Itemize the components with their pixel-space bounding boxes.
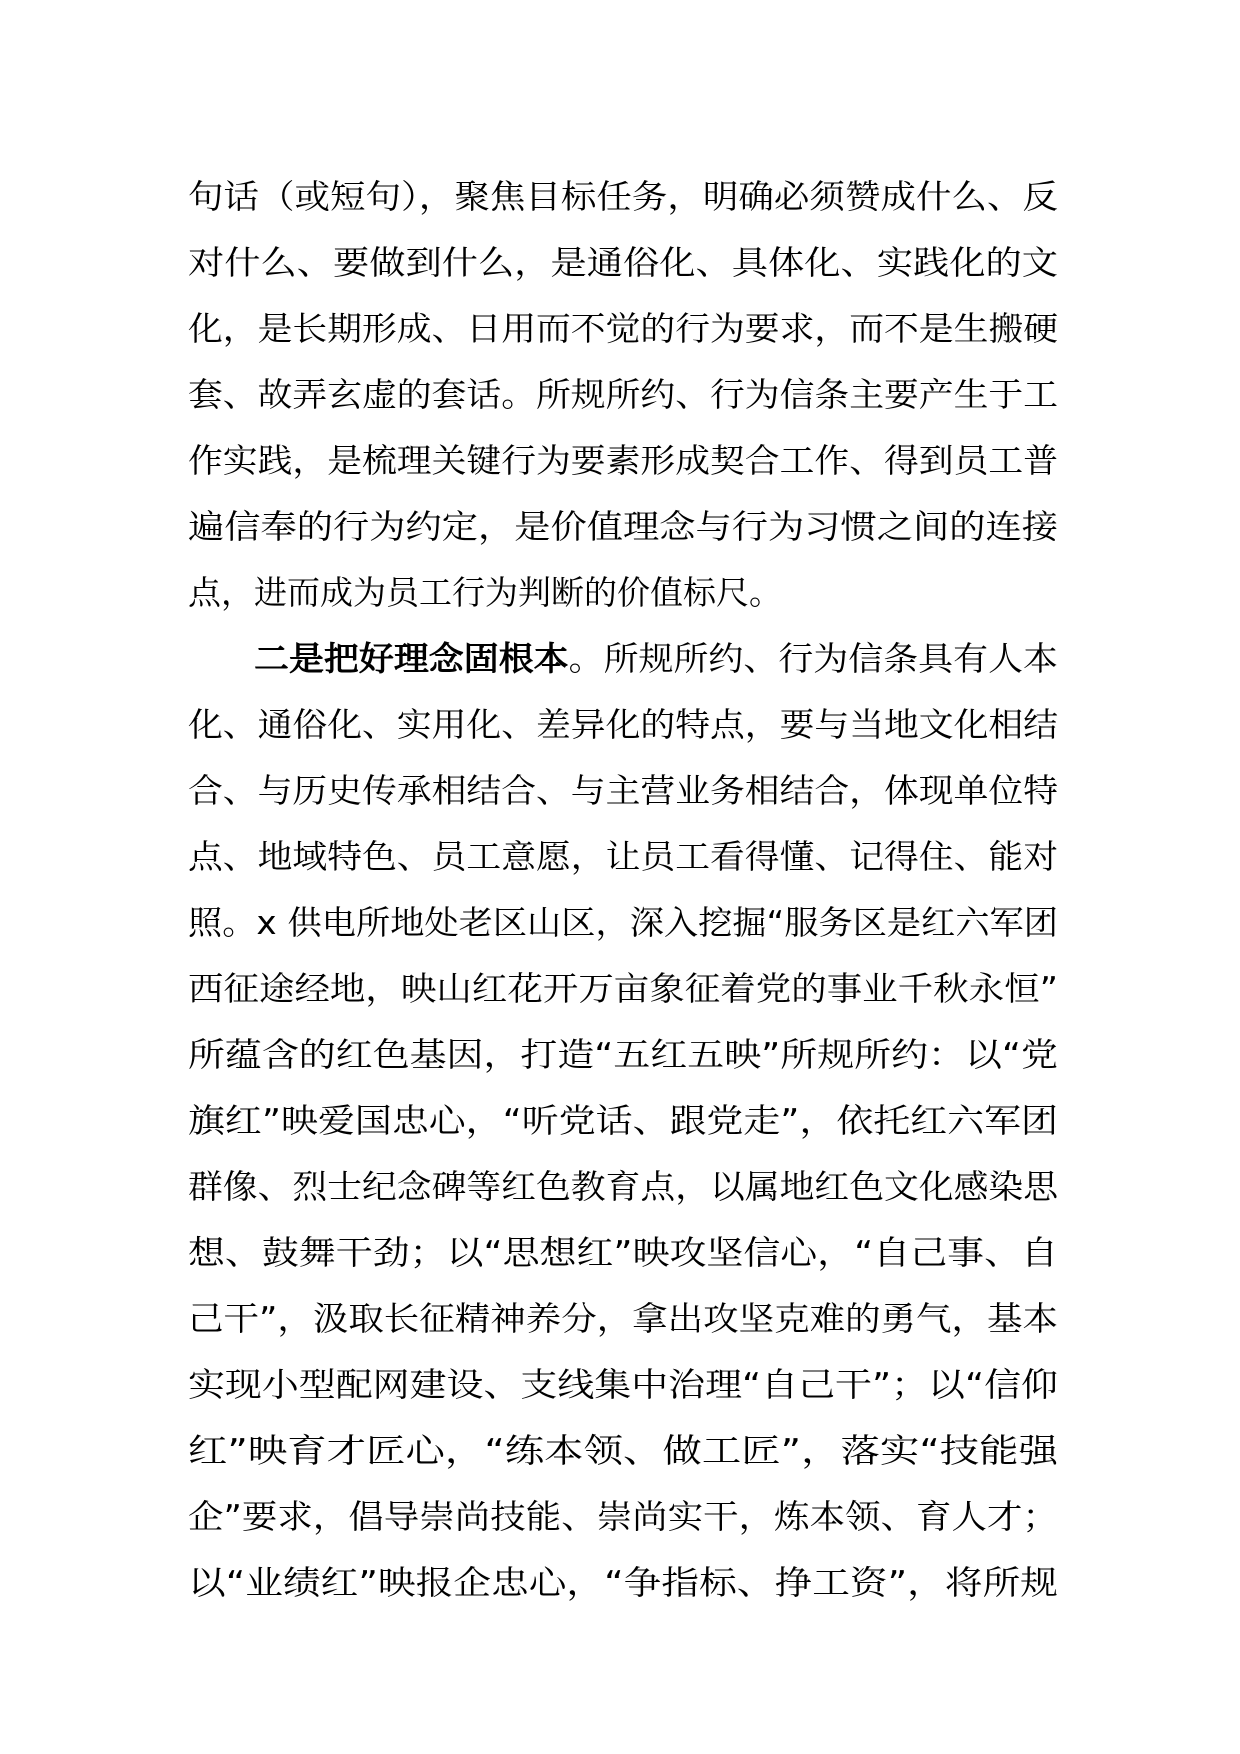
line-text: [188, 1154, 1058, 1220]
text-line: [188, 362, 1058, 428]
line-segment: 作实践，是梳理关键行为要素形成契合工作、得到员工普: [188, 441, 1058, 480]
line-segment: 。所规所约、行为信条具有人本: [568, 639, 1058, 678]
line-segment: 旗红”映爱国忠心，“听党话、跟党走”，依托红六军团: [188, 1101, 1058, 1140]
text-line: [188, 1022, 1058, 1088]
line-text: [188, 824, 1058, 890]
text-line: [188, 1418, 1058, 1484]
line-text: [254, 626, 1058, 692]
text-line: [188, 164, 1058, 230]
line-text: [188, 230, 1058, 296]
line-segment: 想、鼓舞干劲；以“思想红”映攻坚信心，“自己事、自: [188, 1233, 1058, 1272]
line-text: [188, 164, 1058, 230]
line-text: [188, 890, 1058, 956]
line-segment: 点，进而成为员工行为判断的价值标尺。: [188, 573, 782, 612]
text-line: [188, 890, 1058, 956]
line-text: [188, 560, 782, 626]
text-line: [188, 758, 1058, 824]
line-segment: 照。x 供电所地处老区山区，深入挖掘“服务区是红六军团: [188, 903, 1058, 942]
document-body: [188, 164, 1058, 1616]
text-line: [188, 1220, 1058, 1286]
line-text: [188, 1550, 1058, 1616]
line-text: [188, 1352, 1058, 1418]
line-segment: 以“业绩红”映报企忠心，“争指标、挣工资”，将所规: [188, 1563, 1058, 1602]
text-line: [188, 494, 1058, 560]
line-text: [188, 692, 1058, 758]
text-line: [188, 428, 1058, 494]
text-line: [188, 1550, 1058, 1616]
line-text: [188, 1418, 1058, 1484]
text-line: [188, 1286, 1058, 1352]
line-segment: 合、与历史传承相结合、与主营业务相结合，体现单位特: [188, 771, 1058, 810]
line-segment: 西征途经地，映山红花开万亩象征着党的事业千秋永恒”: [188, 969, 1058, 1008]
text-line: [188, 230, 1058, 296]
line-text: [188, 1088, 1058, 1154]
text-line: [188, 560, 1058, 626]
line-segment: 遍信奉的行为约定，是价值理念与行为习惯之间的连接: [188, 507, 1058, 546]
line-segment: 化，是长期形成、日用而不觉的行为要求，而不是生搬硬: [188, 309, 1058, 348]
text-line: [188, 824, 1058, 890]
line-text: [188, 956, 1058, 1022]
line-text: [188, 1022, 1058, 1088]
line-segment: 套、故弄玄虚的套话。所规所约、行为信条主要产生于工: [188, 375, 1058, 414]
line-segment: 所蕴含的红色基因，打造“五红五映”所规所约：以“党: [188, 1035, 1058, 1074]
line-segment: 化、通俗化、实用化、差异化的特点，要与当地文化相结: [188, 705, 1058, 744]
line-segment: 己干”，汲取长征精神养分，拿出攻坚克难的勇气，基本: [188, 1299, 1058, 1338]
text-line: [188, 956, 1058, 1022]
line-segment: 群像、烈士纪念碑等红色教育点，以属地红色文化感染思: [188, 1167, 1058, 1206]
line-text: [188, 428, 1058, 494]
text-line: [188, 1154, 1058, 1220]
line-text: [188, 296, 1058, 362]
line-text: [188, 1286, 1058, 1352]
line-segment: 实现小型配网建设、支线集中治理“自己干”；以“信仰: [188, 1365, 1058, 1404]
text-line: [188, 1484, 1058, 1550]
text-line: [188, 692, 1058, 758]
line-segment: 句话（或短句），聚焦目标任务，明确必须赞成什么、反: [188, 177, 1058, 216]
line-text: [188, 1220, 1058, 1286]
text-line: [188, 1352, 1058, 1418]
line-text: [188, 758, 1058, 824]
bold-heading-text: 二是把好理念固根本: [254, 639, 569, 678]
line-segment: 对什么、要做到什么，是通俗化、具体化、实践化的文: [188, 243, 1058, 282]
text-line: [188, 626, 1058, 692]
line-segment: 红”映育才匠心，“练本领、做工匠”，落实“技能强: [188, 1431, 1058, 1470]
line-segment: 点、地域特色、员工意愿，让员工看得懂、记得住、能对: [188, 837, 1058, 876]
line-text: [188, 1484, 1058, 1550]
line-text: [188, 494, 1058, 560]
line-text: [188, 362, 1058, 428]
text-line: [188, 1088, 1058, 1154]
text-line: [188, 296, 1058, 362]
line-segment: 企”要求，倡导崇尚技能、崇尚实干，炼本领、育人才；: [188, 1497, 1058, 1536]
